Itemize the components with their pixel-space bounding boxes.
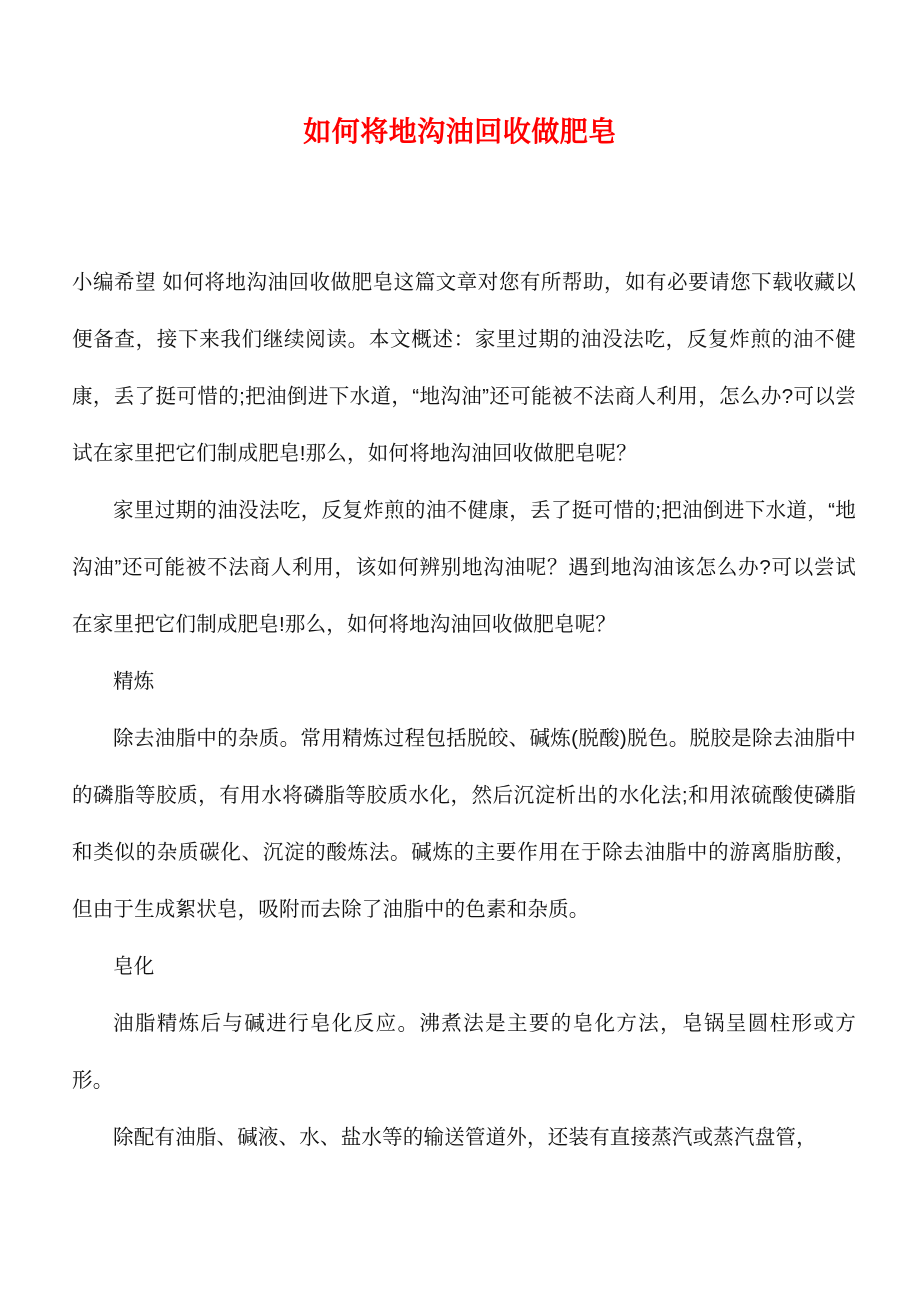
paragraph-body-refining: 除去油脂中的杂质。常用精炼过程包括脱皎、碱炼(脱酸)脱色。脱胶是除去油脂中的磷脂等胶质，有用水将磷脂等胶质水化，然后沉淀析出的水化法;和用浓硫酸使磷脂和类似的杂质碳化、沉淀的酸炼法。碱炼的主要作用在于除去油脂中的游离脂肪酸，但由于生成絮状皂，吸附而去除了油脂中的色素和杂质。 xyxy=(72,727,856,921)
paragraph-body-saponification: 油脂精炼后与碱进行皂化反应。沸煮法是主要的皂化方法，皂锅呈圆柱形或方形。 xyxy=(72,1012,856,1092)
section-heading-refining: 精炼 xyxy=(113,670,155,693)
paragraph-intro: 小编希望 如何将地沟油回收做肥皂这篇文章对您有所帮助，如有必要请您下载收藏以便备查，接下来我们继续阅读。本文概述：家里过期的油没法吃，反复炸煎的油不健康，丢了挺可惜的;把油倒进下水道，“地沟油”还可能被不法商人利用，怎么办?可以尝试在家里把它们制成肥皂!那么，如何将地沟油回收做肥皂呢？ xyxy=(72,271,856,465)
paragraph-body-equipment: 除配有油脂、碱液、水、盐水等的输送管道外，还装有直接蒸汽或蒸汽盘管， xyxy=(113,1126,817,1149)
section-heading-saponification: 皂化 xyxy=(113,955,155,978)
page-title: 如何将地沟油回收做肥皂 xyxy=(303,116,617,147)
document-body xyxy=(72,254,856,1166)
paragraph-body-1: 家里过期的油没法吃，反复炸煎的油不健康，丢了挺可惜的;把油倒进下水道，“地沟油”还可能被不法商人利用，该如何辨别地沟油呢？遇到地沟油该怎么办?可以尝试在家里把它们制成肥皂!那么，如何将地沟油回收做肥皂呢？ xyxy=(72,499,856,636)
